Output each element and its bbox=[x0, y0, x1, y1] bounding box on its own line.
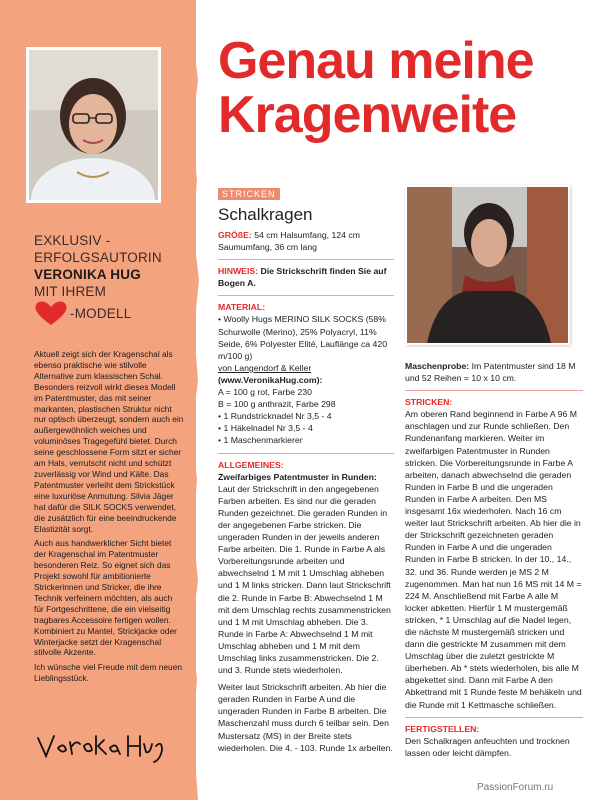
material-line: • 1 Maschenmarkierer bbox=[218, 435, 303, 446]
author-name: VERONIKA HUG bbox=[34, 267, 141, 282]
material-line: • 1 Rundstricknadel Nr 3,5 - 4 bbox=[218, 411, 332, 422]
headline-line-2: Kragenweite bbox=[218, 86, 517, 144]
material-line: B = 100 g anthrazit, Farbe 298 bbox=[218, 399, 336, 410]
headline-line-1: Genau meine bbox=[218, 32, 534, 90]
heart-icon bbox=[34, 300, 68, 326]
allgemeines-text-2: Weiter laut Strickschrift arbeiten. Ab hier die geraden Runden in Farbe A und die ungeraden Runden in Farbe B arbeiten. Die Maschenzahl muss durch 6 teilbar sein. Den Mustersatz (MS) in der Breite stets wiederholen. Die 4. - 103. Runde 1x arbeiten. bbox=[218, 682, 393, 753]
fertigstellen-label: FERTIGSTELLEN: bbox=[405, 723, 480, 734]
stricken-text: Am oberen Rand beginnend in Farbe A 96 M anschlagen und zur Runde schließen. Den Rundenanfang markieren. Weiter im zweifarbigen Patentmuster in Runden stricken. Die Vorbereitungsrunde in Farbe A arbeiten, danach abwechselnd die geraden Runden in Farbe B und die ungeraden Runden in Farbe A arbeiten. Den MS insgesamt 16x wiederholen. Nach 16 cm weiter laut Strickschrift arbeiten. Ab hier die in der Strickschrift gezeichneten geraden Runden in Farbe A und die ungeraden Runden in Farbe B stricken. In der 10., 14., 32. und 36. Runde werden je MS 2 M zugenommen. Man hat nun 16 MS mit 14 M = 224 M. Anschließend mit Farbe A alle M locker abketten. Hierfür 1 M mustergemäß stricken, * 1 Umschlag auf die Nadel legen, die nächste M mustergemäß stricken und dann die gestrickte M zusammen mit dem Umschlag über die zuletzt gestrickte M überheben. Ab * stets wiederholen, bis alle M abgekettet sind. Dann mit Farbe A den Abkettrand mit 1 Runde feste M behäkeln und die Runde mit 1 Kettmasche schließen. bbox=[405, 409, 582, 710]
groesse-text: 54 cm Halsumfang, 124 cm Saumumfang, 36 cm lang bbox=[218, 230, 360, 253]
divider bbox=[218, 295, 394, 296]
groesse-label: GRÖßE: bbox=[218, 230, 252, 240]
page-headline bbox=[218, 34, 598, 142]
sidebar-torn-edge bbox=[190, 0, 204, 800]
hinweis-label: HINWEIS: bbox=[218, 266, 259, 277]
allgemeines-text: Laut der Strickschrift in den angegebenen Farben arbeiten. Es sind nur die geraden Runden gezeichnet. Die geraden Runden in der angegebenen Farbe stricken. Die ungeraden Runden in der jeweils anderen Farbe arbeiten. Die 1. Runde in Farbe A als Vorbereitungsrunde arbeiten und abwechselnd 1 M mit 1 Umschlag abheben und 1 M links stricken. Dann laut Strickschrift die 2. Runde in Farbe B: Abwechselnd 1 M mit dem Umschlag rechts zusammenstricken und 1 M mit Umschlag abheben. Die 3. Runde in Farbe A: Abwechselnd 1 M mit Umschlag abheben und 1 M mit dem Umschlag links zusammenstricken. Die 2. und 3. Runde stets wiederholen. bbox=[218, 483, 391, 676]
instructions-column-1 bbox=[218, 206, 394, 759]
fertigstellen-text: Den Schalkragen anfeuchten und trocknen lassen oder leicht dämpfen. bbox=[405, 735, 570, 758]
material-label: MATERIAL: bbox=[218, 302, 266, 313]
material-line: • Woolly Hugs MERINO SILK SOCKS (58% Schurwolle (Merino), 25% Polyacryl, 11% Seide, 6% Polyester Elité, Lauflänge ca 420 m/100 g) bbox=[218, 314, 388, 361]
divider bbox=[218, 453, 394, 454]
stricken-label: STRICKEN: bbox=[405, 397, 453, 408]
instructions-column-2 bbox=[405, 360, 583, 764]
sidebar-paragraph: Aktuell zeigt sich der Kragenschal als ebenso praktische wie stilvolle Alternative zum klassischen Schal. Besonders reizvoll wirkt dieses Modell im Patentmuster, das mit seiner markanten, plastischen Struktur nicht nur optisch überzeugt, sondern auch ein außergewöhnlich weiches und voluminöses Tragegefühl bietet. Durch seine geschlossene Form sitzt er sicher am Hals, verrutscht nicht und schützt zuverlässig vor Wind und Kälte. Das Patentmuster verleiht dem Strickstück eine luxuriöse Anmutung. Silvia Jäger hat dafür die SILK SOCKS verwendet, die zusätzlich für eine beeindruckende Elastizität sorgt. bbox=[34, 349, 184, 534]
allgemeines-label: ALLGEMEINES: bbox=[218, 459, 284, 470]
material-line: von Langendorf & Keller bbox=[218, 362, 312, 373]
allgemeines-bold: Zweifarbiges Patentmuster in Runden: bbox=[218, 471, 377, 482]
mit-ihrem-label: MIT IHREM bbox=[34, 284, 107, 299]
pattern-title: Schalkragen bbox=[218, 205, 313, 224]
maschenprobe-text: Im Patentmuster sind 18 M und 52 Reihen = 10 x 10 cm. bbox=[405, 361, 576, 384]
author-signature bbox=[36, 730, 166, 764]
author-line-2: ERFOLGSAUTORIN bbox=[34, 250, 162, 265]
material-line: A = 100 g rot, Farbe 230 bbox=[218, 387, 312, 398]
maschenprobe-label: Maschenprobe: bbox=[405, 361, 470, 371]
sidebar-paragraph: Auch aus handwerklicher Sicht bietet der Kragenschal im Patentmuster besonderen Reiz. So eignet sich das Projekt sowohl für ambitionierte Strickerinnen und Stricker, die ihre Technik verfeinern möchten, als auch für Fortgeschrittene, die ein vielseitig tragbares Accessoire fertigen wollen. Kombiniert zu Mantel, Strickjacke oder Winterjacke setzt der Kragenschal stilvolle Akzente. bbox=[34, 538, 177, 658]
author-intro bbox=[34, 232, 192, 326]
modell-label: -MODELL bbox=[70, 305, 132, 321]
sidebar-article bbox=[34, 349, 184, 688]
divider bbox=[405, 717, 583, 718]
author-portrait bbox=[26, 47, 161, 203]
sidebar-paragraph: Ich wünsche viel Freude mit dem neuen Lieblingsstück. bbox=[34, 662, 183, 684]
divider bbox=[405, 390, 583, 391]
material-line: (www.VeronikaHug.com): bbox=[218, 374, 323, 385]
section-kicker: STRICKEN bbox=[218, 188, 280, 200]
material-line: • 1 Häkelnadel Nr 3,5 - 4 bbox=[218, 423, 313, 434]
divider bbox=[218, 259, 394, 260]
model-photo bbox=[405, 185, 570, 345]
watermark: PassionForum.ru bbox=[477, 782, 554, 793]
author-line-1: EXKLUSIV - bbox=[34, 233, 111, 248]
hinweis-text: Die Strickschrift finden Sie auf Bogen A. bbox=[218, 266, 387, 289]
